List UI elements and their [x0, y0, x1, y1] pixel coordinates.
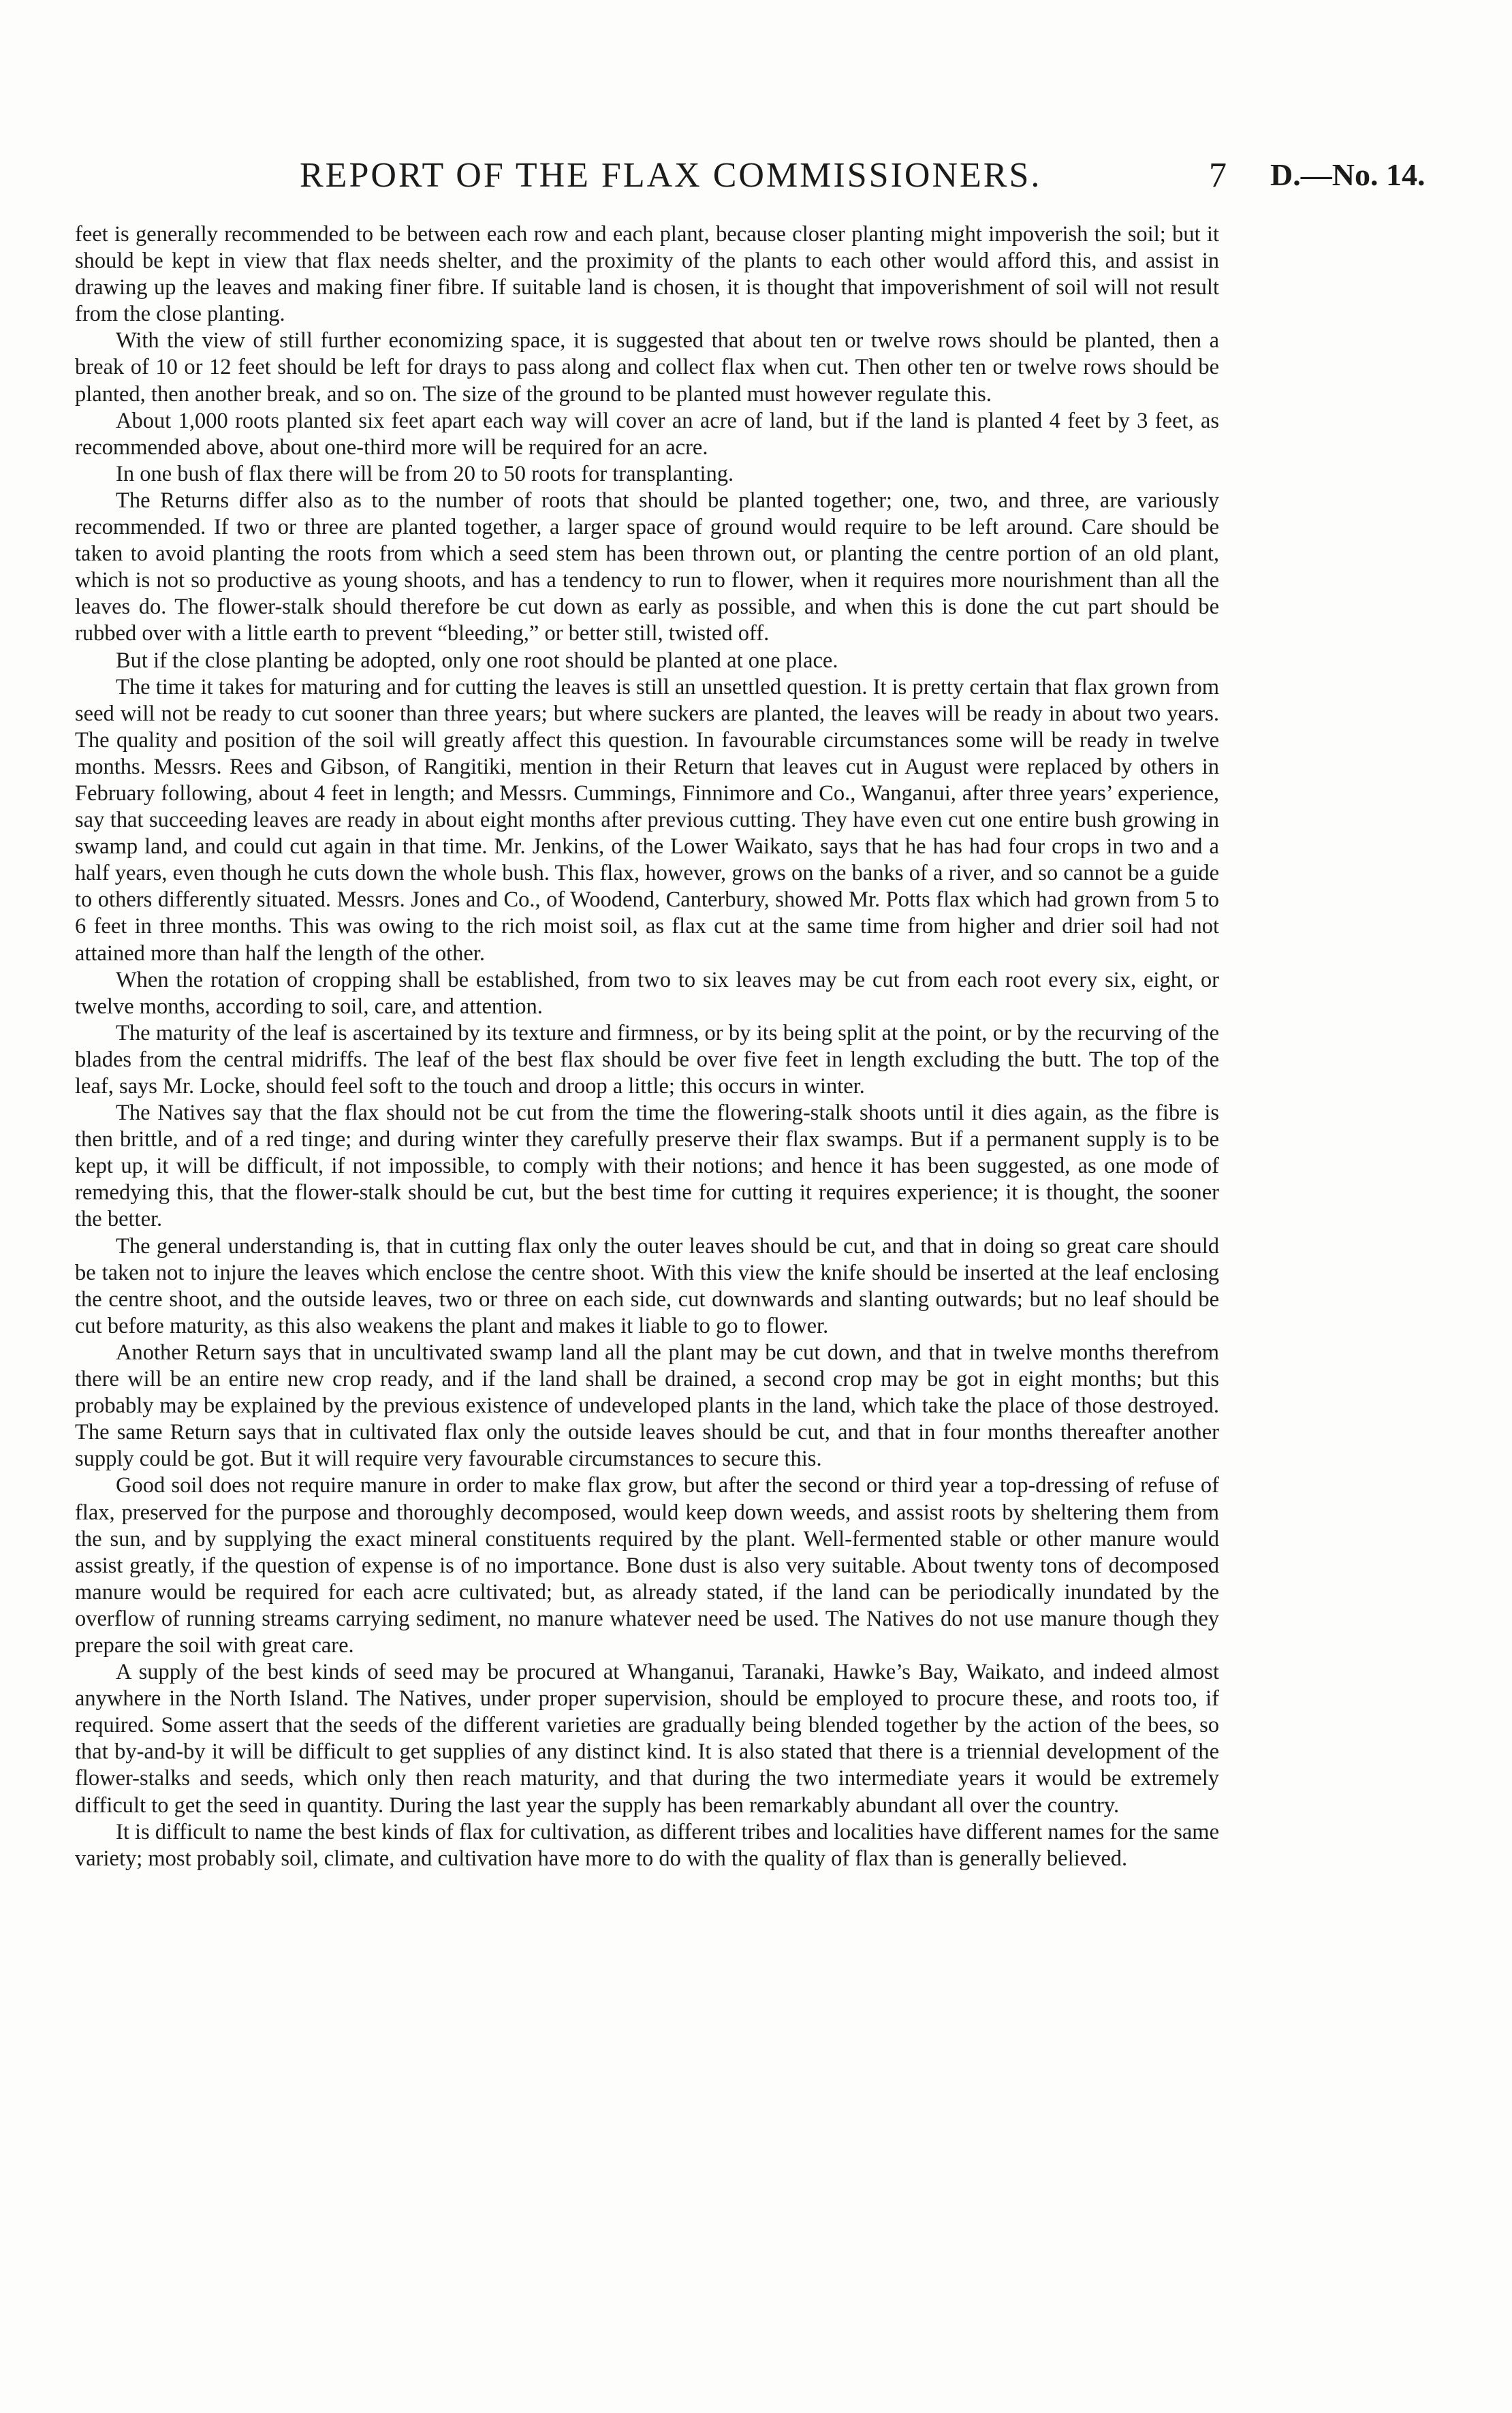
paragraph-spacing-continuation: feet is generally recommended to be between each row and each plant, because closer planting might impoverish the soil; but it should be kept in view that flax needs shelter, and the proximity of the plants to each other would afford this, and assist in drawing up the leaves and making finer fibre. If suitable land is chosen, it is thought that impoverishment of soil will not result from the close planting. — [75, 222, 1219, 327]
paragraph-rotation-of-cropping: When the rotation of cropping shall be established, from two to six leaves may be cut from each root every six, eight, or twelve months, according to soil, care, and attention. — [75, 967, 1219, 1019]
paragraph-seed-supply: A supply of the best kinds of seed may be procured at Whanganui, Taranaki, Hawke’s Bay, Waikato, and indeed almost anywhere in the North Island. The Natives, under proper supervision, should be employed to procure these, and roots too, if required. Some assert that the seeds of the different varieties are gradually being blended together by the action of the bees, so that by-and-by it will be difficult to get supplies of any distinct kind. It is also stated that there is a triennial development of the flower-stalks and seeds, which only then reach maturity, and that during the two intermediate years it would be extremely difficult to get the seed in quantity. During the last year the supply has been remarkably abundant all over the country. — [75, 1660, 1219, 1818]
paragraph-rows-and-breaks: With the view of still further economizing space, it is suggested that about ten or twelve rows should be planted, then a break of 10 or 12 feet should be left for drays to pass along and collect flax when cut. Then other ten or twelve rows should be planted, then another break, and so on. The size of the ground to be planted must however regulate this. — [75, 328, 1219, 407]
page-number: 7 — [1209, 156, 1227, 195]
page-header — [75, 155, 1430, 203]
report-title: REPORT OF THE FLAX COMMISSIONERS. — [300, 156, 1042, 195]
paragraph-roots-per-bush: In one bush of flax there will be from 20 to 50 roots for transplanting. — [116, 461, 734, 486]
paragraph-roots-planted-together: The Returns differ also as to the number of roots that should be planted together; one, two, and three, are variously recommended. If two or three are planted together, a larger space of ground would require to be left around. Care should be taken to avoid planting the roots from which a seed stem has been thrown out, or planting the centre portion of an old plant, which is not so productive as young shoots, and has a tendency to run to flower, when it requires more nourishment than all the leaves do. The flower-stalk should therefore be cut down as early as possible, and when this is done the cut part should be rubbed over with a little earth to prevent “bleeding,” or better still, twisted off. — [75, 488, 1219, 646]
document-number: D.—No. 14. — [1270, 157, 1426, 192]
body-text — [75, 221, 1219, 1872]
paragraph-close-planting: But if the close planting be adopted, only one root should be planted at one place. — [116, 648, 838, 673]
paragraph-cutting-outer-leaves: The general understanding is, that in cutting flax only the outer leaves should be cut, and that in doing so great care should be taken not to injure the leaves which enclose the centre shoot. With this view the knife should be inserted at the leaf enclosing the centre shoot, and the outside leaves, two or three on each side, cut downwards and slanting outwards; but no leaf should be cut before maturity, as this also weakens the plant and makes it liable to go to flower. — [75, 1233, 1219, 1338]
paragraph-roots-per-acre: About 1,000 roots planted six feet apart each way will cover an acre of land, but if the land is planted 4 feet by 3 feet, as recommended above, about one-third more will be required for an acre. — [75, 408, 1219, 460]
paragraph-uncultivated-swamp: Another Return says that in uncultivated swamp land all the plant may be cut down, and that in twelve months therefrom there will be an entire new crop ready, and if the land shall be drained, a second crop may be got in eight months; but this probably may be explained by the previous existence of undeveloped plants in the land, which take the place of those destroyed. The same Return says that in cultivated flax only the outside leaves should be cut, and that in four months thereafter another supply could be got. But it will require very favourable circumstances to secure this. — [75, 1340, 1219, 1472]
paragraph-soil-and-manure: Good soil does not require manure in order to make flax grow, but after the second or third year a top-dressing of refuse of flax, preserved for the purpose and thoroughly decomposed, would keep down weeds, and assist roots by sheltering them from the sun, and by supplying the exact mineral constituents required by the plant. Well-fermented stable or other manure would assist greatly, if the question of expense is of no importance. Bone dust is also very suitable. About twenty tons of decomposed manure would be required for each acre cultivated; but, as already stated, if the land can be periodically inundated by the overflow of running streams carrying sediment, no manure whatever need be used. The Natives do not use manure though they prepare the soil with great care. — [75, 1473, 1219, 1658]
paragraph-natives-cutting: The Natives say that the flax should not be cut from the time the flowering-stalk shoots until it dies again, as the fibre is then brittle, and of a red tinge; and during winter they carefully preserve their flax swamps. But if a permanent supply is to be kept up, it will be difficult, if not impossible, to comply with their notions; and hence it has been suggested, as one mode of remedying this, that the flower-stalk should be cut, but the best time for cutting it requires experience; it is thought, the sooner the better. — [75, 1101, 1219, 1232]
paragraph-maturing-time: The time it takes for maturing and for cutting the leaves is still an unsettled question. It is pretty certain that flax grown from seed will not be ready to cut sooner than three years; but where suckers are planted, the leaves will be ready in about two years. The quality and position of the soil will greatly affect this question. In favourable circumstances some will be ready in twelve months. Messrs. Rees and Gibson, of Rangitiki, mention in their Return that leaves cut in August were replaced by others in February following, about 4 feet in length; and Messrs. Cummings, Finnimore and Co., Wanganui, after three years’ experience, say that succeeding leaves are ready in about eight months after previous cutting. They have even cut one entire bush growing in swamp land, and could cut again in that time. Mr. Jenkins, of the Lower Waikato, says that he has had four crops in two and a half years, even though he cuts down the whole bush. This flax, however, grows on the banks of a river, and so cannot be a guide to others differently situated. Messrs. Jones and Co., of Woodend, Canterbury, showed Mr. Potts flax which had grown from 5 to 6 feet in three months. This was owing to the rich moist soil, as flax cut at the same time from higher and drier soil had not attained more than half the length of the other. — [75, 674, 1219, 966]
paragraph-leaf-maturity: The maturity of the leaf is ascertained by its texture and firmness, or by its being split at the point, or by the recurving of the blades from the central midriffs. The leaf of the best flax should be over five feet in length excluding the butt. The top of the leaf, says Mr. Locke, should feel soft to the touch and droop a little; this occurs in winter. — [75, 1020, 1219, 1099]
paragraph-best-kinds: It is difficult to name the best kinds of flax for cultivation, as different tribes and localities have different names for the same variety; most probably soil, climate, and cultivation have more to do with the quality of flax than is generally believed. — [75, 1819, 1220, 1871]
